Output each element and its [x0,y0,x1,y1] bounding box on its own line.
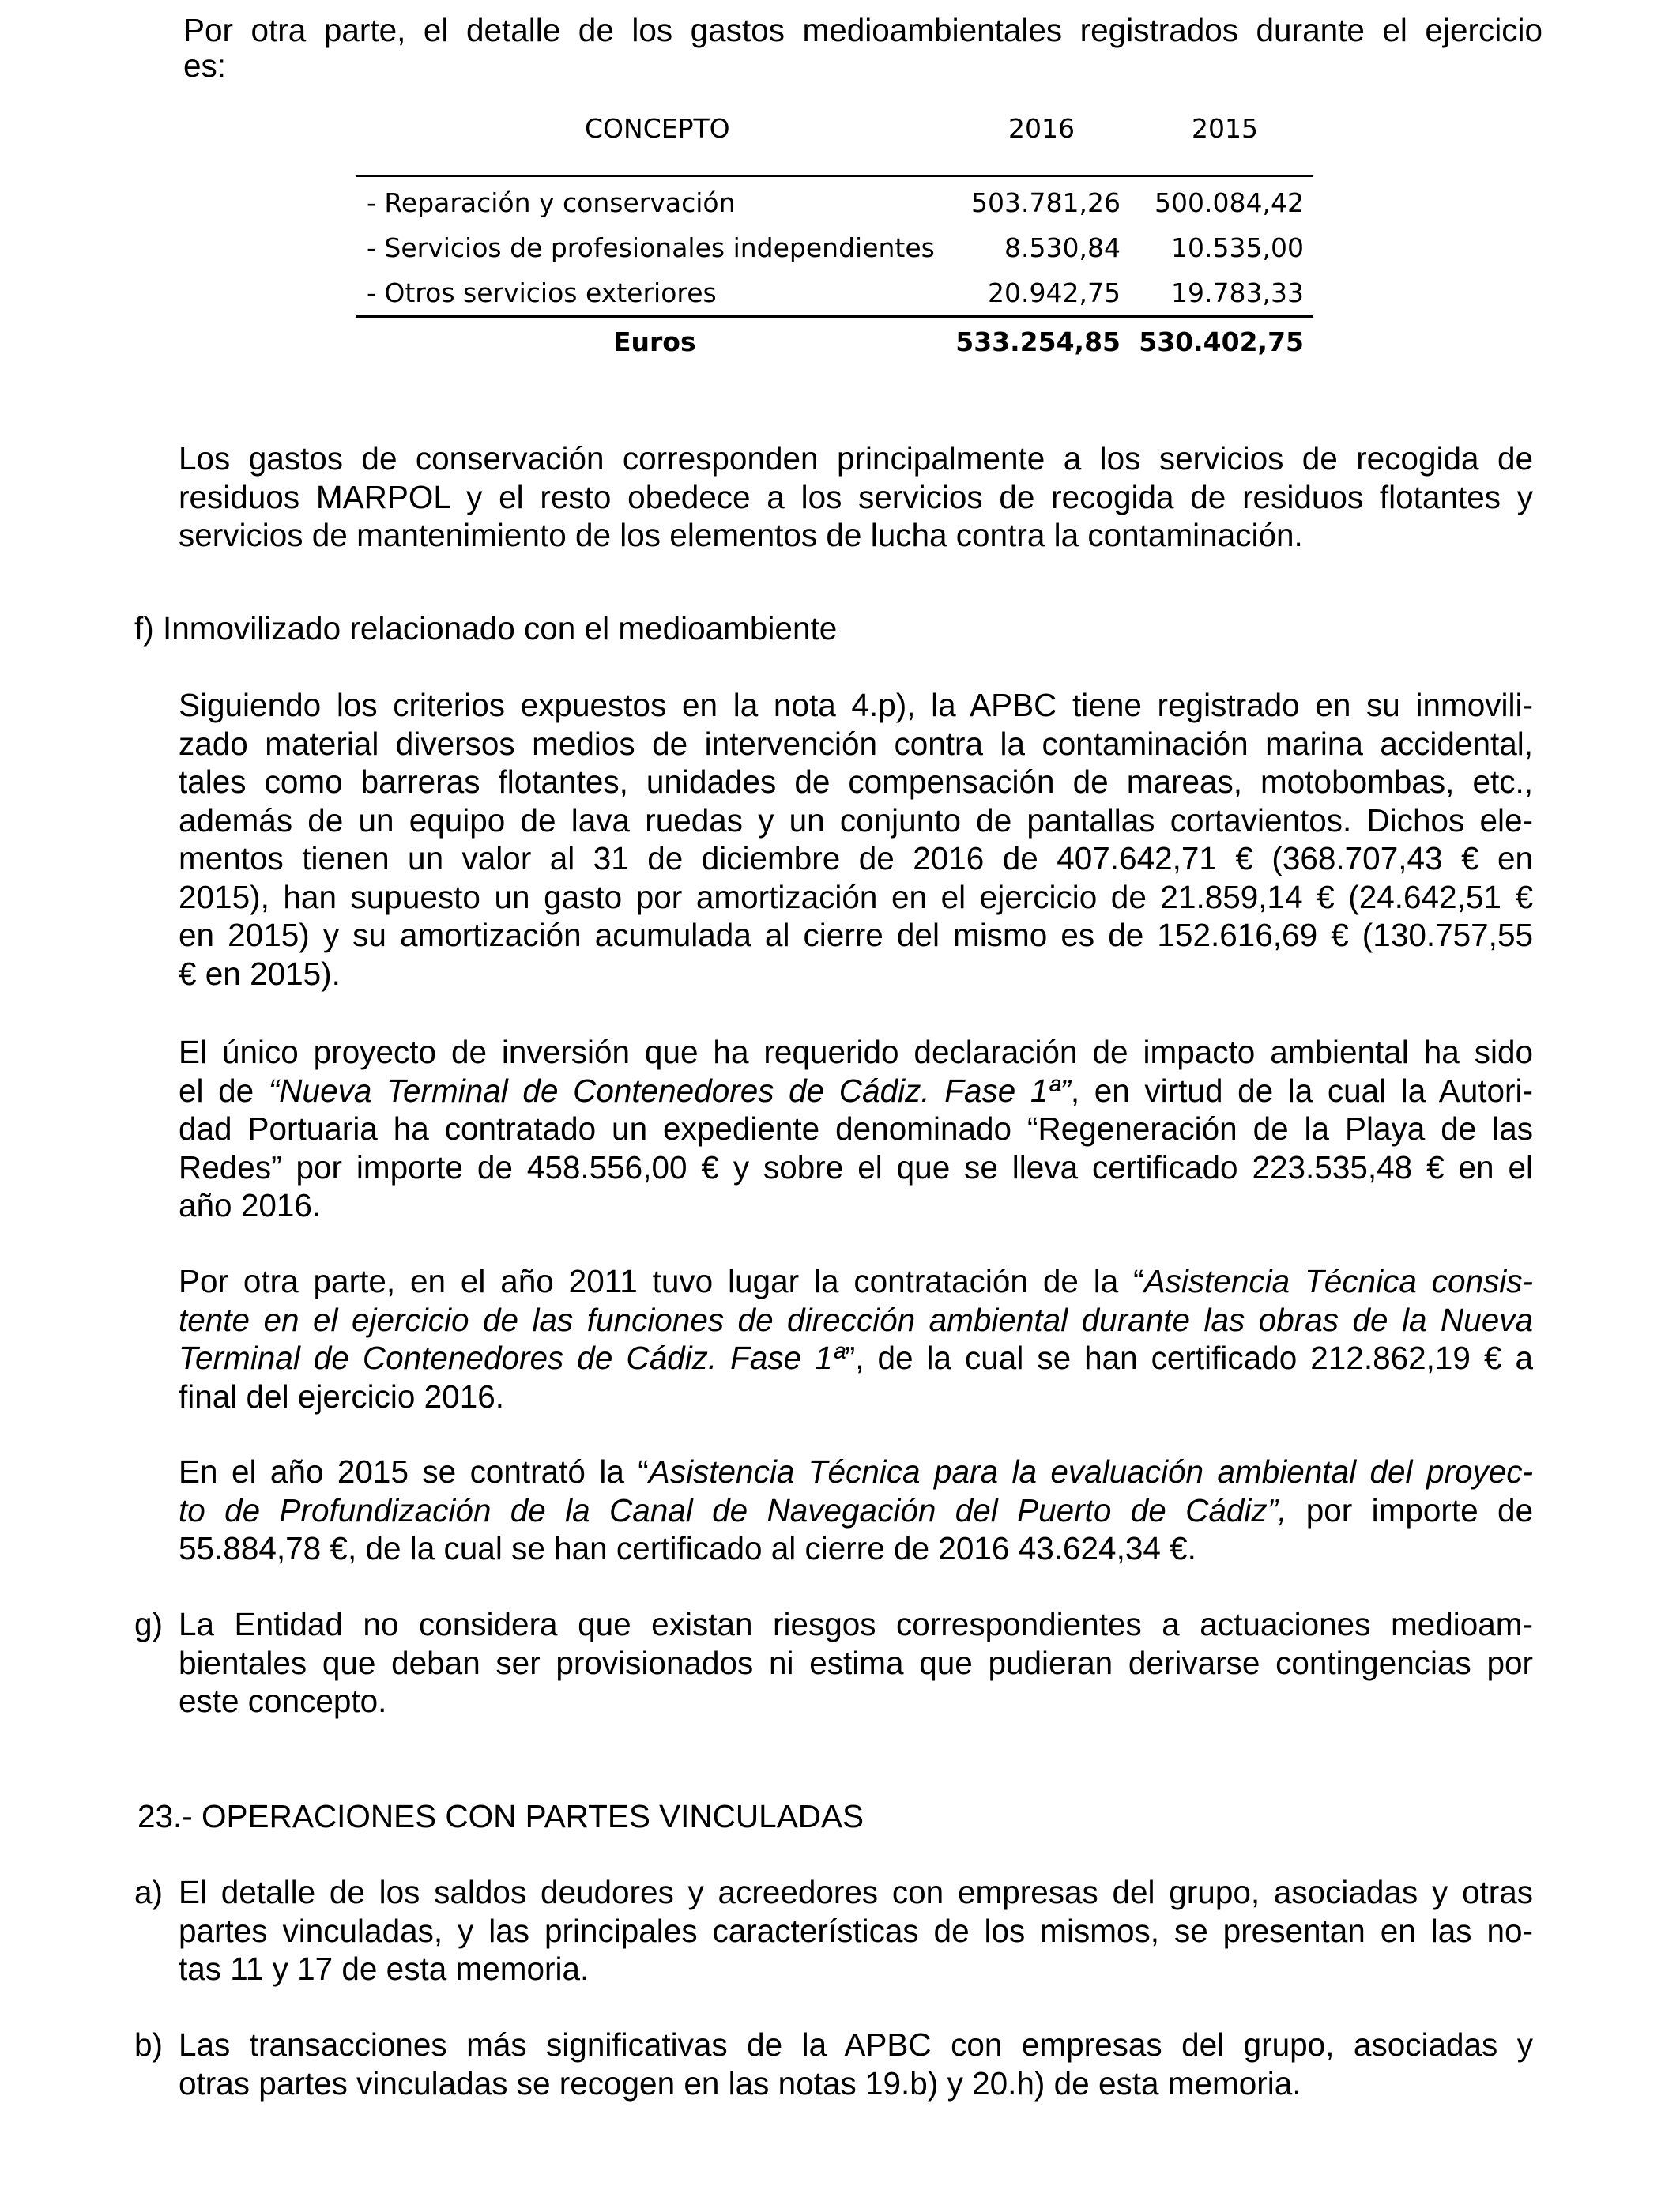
text-line: en 2015) y su amortización acumulada al cierre del mismo es de 152.616,69 € (130.757,55 [179,917,1533,953]
text-line: 2015), han supuesto un gasto por amortización en el ejercicio de 21.859,14 € (24.642,51 € [179,878,1533,915]
row-2016: 8.530,84 [1004,232,1121,263]
italic-text-run: tente en el ejercicio de las funciones de dirección ambiental durante las obras de la Nueva [179,1301,1533,1338]
row-2015: 19.783,33 [1171,277,1304,308]
text-run: el de [179,1072,269,1109]
header-2016: 2016 [1008,113,1075,144]
text-run: , en virtud de la cual la Autori- [1070,1072,1534,1109]
fixed-assets-paragraph [179,686,1533,993]
table-row [356,225,1313,270]
text-line: El único proyecto de inversión que ha requerido declaración de impacto ambiental ha sido [179,1034,1533,1070]
italic-text-run: Asistencia Técnica para la evaluación ambiental del proyec- [648,1453,1533,1490]
text-line: dad Portuaria ha contratado un expediente denominado “Regeneración de la Playa de las [179,1110,1533,1147]
header-concept: CONCEPTO [585,113,730,144]
text-line: otras partes vinculadas se recogen en las notas 19.b) y 20.h) de esta memoria. [179,2064,1301,2102]
project-paragraph [179,1033,1533,1225]
text-line: este concepto. [179,1683,387,1719]
text-line: Redes” por importe de 458.556,00 € y sobre el que se lleva certificado 223.535,48 € en el [179,1148,1533,1186]
table-header [356,111,1313,147]
text-line: € en 2015). [179,955,341,992]
text-line [179,1453,1533,1491]
text-line: servicios de mantenimiento de los elementos de lucha contra la contaminación. [179,517,1303,553]
total-2016: 533.254,85 [955,326,1121,357]
row-2016: 503.781,26 [971,187,1121,218]
item-marker: a) [134,1874,164,1910]
text-run: por importe de [1286,1491,1534,1529]
text-line: tas 11 y 17 de esta memoria. [179,1951,590,1987]
text-run: En el año 2015 se contrató la “ [179,1453,649,1490]
item-a-paragraph [134,1873,1533,1989]
text-run: ”, de la cual se han certificado 212.862,19 € a [844,1340,1533,1376]
text-line [179,1339,1533,1378]
row-2015: 10.535,00 [1171,232,1304,263]
assistance-2011-paragraph [179,1262,1533,1416]
italic-text-run: Terminal de Contenedores de Cádiz. Fase 1ª [179,1340,845,1376]
text-line [179,1262,1533,1301]
table-total-row [356,319,1313,364]
row-2016: 20.942,75 [988,277,1121,308]
row-2015: 500.084,42 [1155,187,1304,218]
conservation-paragraph [179,439,1533,555]
text-line: además de un equipo de lava ruedas y un conjunto de pantallas cortavientos. Dichos ele- [179,801,1533,839]
text-line: año 2016. [179,1187,322,1223]
text-line: final del ejercicio 2016. [179,1378,505,1415]
text-line: partes vinculadas, y las principales características de los mismos, se presentan en las no- [179,1912,1533,1949]
intro-line-1: Por otra parte, el detalle de los gastos medioambientales registrados durante el ejercicio [183,12,1543,48]
row-concept: - Servicios de profesionales independientes [367,232,935,263]
text-line: Los gastos de conservación corresponden principalmente a los servicios de recogida de [179,440,1533,477]
header-2015: 2015 [1192,113,1258,144]
text-line [179,1072,1533,1110]
item-marker: b) [134,2026,164,2063]
italic-text-run: Asistencia Técnica consis- [1143,1263,1533,1299]
section-heading-23: 23.- OPERACIONES CON PARTES VINCULADAS [137,1798,864,1834]
header-rule [356,175,1313,177]
text-line [179,1491,1533,1530]
assistance-2015-paragraph [179,1453,1533,1568]
italic-text-run: “Nueva Terminal de Contenedores de Cádiz. Fase 1ª” [268,1072,1071,1109]
text-line: residuos MARPOL y el resto obedece a los servicios de recogida de residuos flotantes y [179,478,1533,515]
text-line: Las transacciones más significativas de la APBC con empresas del grupo, asociadas y [179,2026,1533,2063]
total-label: Euros [613,326,696,357]
table-row [356,270,1313,315]
italic-text-run: to de Profundización de la Canal de Navegación del Puerto de Cádiz”, [179,1491,1287,1529]
text-line: El detalle de los saldos deudores y acreedores con empresas del grupo, asociadas y otras [179,1874,1533,1910]
text-line: mentos tienen un valor al 31 de diciembre de 2016 de 407.642,71 € (368.707,43 € en [179,840,1533,876]
text-line: La Entidad no considera que existan riesgos correspondientes a actuaciones medioam- [179,1606,1533,1642]
row-concept: - Otros servicios exteriores [367,277,717,308]
intro-paragraph [183,11,1543,85]
text-line: bientales que deban ser provisionados ni estima que pudieran derivarse contingencias por [179,1644,1533,1681]
text-line: 55.884,78 €, de la cual se han certificado al cierre de 2016 43.624,34 €. [179,1530,1196,1566]
table-row [356,180,1313,225]
text-line: zado material diversos medios de intervención contra la contaminación marina accidental, [179,725,1533,762]
text-line: tales como barreras flotantes, unidades de compensación de mareas, motobombas, etc., [179,763,1533,800]
text-line: Siguiendo los criterios expuestos en la nota 4.p), la APBC tiene registrado en su inmovili- [179,687,1533,723]
total-rule [356,315,1313,318]
item-marker: g) [134,1606,164,1642]
section-heading-f: f) Inmovilizado relacionado con el medioambiente [134,610,838,647]
text-line [179,1301,1533,1340]
intro-line-2: es: [183,47,227,84]
text-run: Por otra parte, en el año 2011 tuvo lugar la contratación de la “ [179,1263,1144,1299]
item-b-paragraph [134,2026,1533,2102]
item-g-paragraph [134,1605,1533,1721]
row-concept: - Reparación y conservación [367,187,736,218]
total-2015: 530.402,75 [1139,326,1304,357]
